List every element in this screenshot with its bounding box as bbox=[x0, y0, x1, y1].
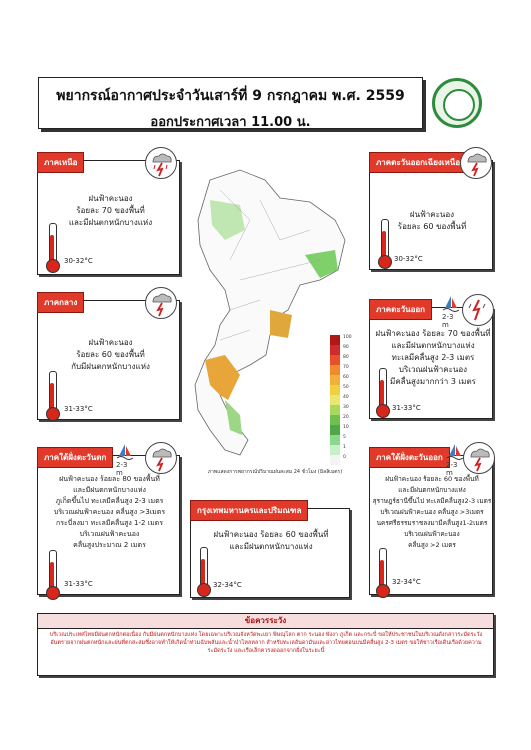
map-caption: ภาพแสดงการพยากรณ์ปริมาณฝนสะสม 24 ชั่วโมง (มิลลิเมตร) bbox=[207, 469, 343, 475]
temperature-unit: °C bbox=[84, 257, 93, 265]
forecast-line: และมีฝนตกหนักบางแห่ง bbox=[68, 218, 153, 227]
temperature-unit: °C bbox=[414, 255, 423, 263]
forecast-line: ฝนฟ้าคะนอง ร้อยละ 60 ของพื้นที่ bbox=[213, 530, 329, 539]
forecast-line: และมีฝนตกหนักบางแห่ง bbox=[229, 542, 313, 551]
forecast-line: คลื่นสูง >2 เมตร bbox=[408, 541, 456, 549]
legend-label: 1 bbox=[343, 445, 346, 450]
forecast-line: กระบี่ลงมา ทะเลมีคลื่นสูง 1-2 เมตร bbox=[56, 519, 163, 527]
panel-central bbox=[37, 300, 180, 420]
legend-label: 0 bbox=[343, 455, 346, 460]
legend-label: 70 bbox=[343, 365, 349, 370]
rain-legend bbox=[330, 335, 355, 465]
legend-label: 40 bbox=[343, 395, 349, 400]
legend-label: 90 bbox=[343, 345, 349, 350]
panel-northeast bbox=[369, 160, 493, 270]
boat-wave-icon bbox=[116, 442, 134, 477]
temperature-unit: °C bbox=[412, 578, 421, 586]
legend-label: 10 bbox=[343, 425, 349, 430]
legend-label: 5 bbox=[343, 435, 346, 440]
temperature-range: 31-33 bbox=[64, 580, 85, 588]
forecast-line: มีคลื่นสูงมากกว่า 3 เมตร bbox=[390, 377, 476, 386]
forecast-line: บริเวณฝนฟ้าคะนอง คลื่นสูง >3เมตร bbox=[53, 508, 166, 516]
forecast-line: สุราษฎร์ธานีขึ้นไป ทะเลมีคลื่นสูง2-3 เมตร bbox=[372, 497, 492, 505]
forecast-line: นครศรีธรรมราชลงมามีคลื่นสูง1-2เมตร bbox=[376, 519, 488, 527]
panel-north bbox=[37, 160, 180, 275]
forecast-line: บริเวณฝนฟ้าคะนอง bbox=[398, 365, 468, 374]
forecast-line: ทะเลมีคลื่นสูง 2-3 เมตร bbox=[391, 353, 475, 362]
temperature-range: 30-32 bbox=[64, 257, 85, 265]
region-name: ภาคตะวันออก bbox=[369, 299, 432, 320]
temperature-unit: °C bbox=[412, 404, 421, 412]
forecast-line: ร้อยละ 60 ของพื้นที่ bbox=[76, 350, 145, 359]
thermometer-icon bbox=[378, 219, 390, 267]
wave-height: 2-3 m bbox=[446, 461, 458, 477]
temperature-range: 31-33 bbox=[392, 404, 413, 412]
region-name: ภาคกลาง bbox=[37, 292, 84, 313]
forecast-line: ร้อยละ 60 ของพื้นที่ bbox=[397, 222, 467, 231]
thermometer-icon bbox=[376, 368, 388, 416]
page-title: พยากรณ์อากาศประจำวันเสาร์ที่ 9 กรกฎาคม พ.ศ. 2559 bbox=[56, 88, 405, 104]
forecast-line: และมีฝนตกหนักบางแห่ง bbox=[391, 341, 475, 350]
panel-bangkok bbox=[190, 508, 350, 598]
legend-label: 30 bbox=[343, 405, 349, 410]
temperature-unit: °C bbox=[233, 581, 242, 589]
region-name: ภาคใต้ฝั่งตะวันตก bbox=[37, 447, 113, 468]
temperature-unit: °C bbox=[84, 405, 93, 413]
warning-box bbox=[37, 613, 494, 676]
forecast-line: ฝนฟ้าคะนอง ร้อยละ 70 ของพื้นที่ bbox=[375, 329, 491, 338]
panel-south-east bbox=[369, 455, 493, 595]
region-name: ภาคเหนือ bbox=[37, 152, 84, 173]
legend-label: 100 bbox=[343, 335, 352, 340]
thermometer-icon bbox=[376, 548, 388, 596]
wave-height: 2-3 m bbox=[116, 461, 128, 477]
thermometer-icon bbox=[46, 223, 58, 271]
forecast-line: และมีฝนตกหนักบางแห่ง bbox=[398, 486, 466, 494]
forecast-line: บริเวณฝนฟ้าคะนอง bbox=[79, 530, 140, 538]
warning-body: บริเวณประเทศไทยมีฝนตกหนักต่อเนื่อง กับมีฝนตกหนักบางแห่ง โดยเฉพาะบริเวณจังหวัดพะเยา พิษณุโลก ตาก ระนอง พังงา ภูเก็ต และกระบี่ ขอให้ประชาชนในบริเวณดังกล่าวระมัดระวังอันตรายจากฝนตกหนักและฝนที่ตกสะสมซึ่งอาจทำให้เกิดน้ำท่วมฉับพลันและน้ำป่าไหลหลาก สำหรับทะเลอันดามันและอ่าวไทยตอนบนมีคลื่นสูง 2-3 เมตร ขอให้ชาวเรือเดินเรือด้วยความระมัดระวัง และเรือเล็กควรงดออกจากฝั่งในระยะนี้ bbox=[49, 632, 483, 654]
seal-emblem-icon bbox=[443, 89, 475, 121]
legend-label: 60 bbox=[343, 375, 349, 380]
forecast-line: บริเวณฝนฟ้าคะนอง คลื่นสูง >3เมตร bbox=[380, 508, 484, 516]
thermometer-icon bbox=[197, 547, 209, 595]
region-name: กรุงเทพมหานครและปริมณฑล bbox=[190, 500, 308, 521]
forecast-line: ฝนฟ้าคะนอง bbox=[88, 194, 133, 203]
legend-label: 20 bbox=[343, 415, 349, 420]
region-name: ภาคตะวันออกเฉียงเหนือ bbox=[369, 152, 467, 173]
forecast-line: ฝนฟ้าคะนอง ร้อยละ 80 ของพื้นที่ bbox=[59, 475, 160, 483]
thunderstorm-icon bbox=[145, 147, 177, 179]
thunderstorm-icon bbox=[463, 442, 495, 474]
forecast-line: และมีฝนตกหนักบางแห่ง bbox=[73, 486, 146, 494]
boat-wave-icon bbox=[446, 442, 464, 477]
boat-wave-icon bbox=[442, 294, 460, 329]
thermometer-icon bbox=[46, 550, 58, 598]
thunderstorm-icon bbox=[462, 294, 494, 326]
issue-time: ออกประกาศเวลา 11.00 น. bbox=[150, 115, 311, 130]
legend-label: 50 bbox=[343, 385, 349, 390]
forecast-line: ภูเก็ตขึ้นไป ทะเลมีคลื่นสูง 2-3 เมตร bbox=[55, 497, 164, 505]
forecast-line: ฝนฟ้าคะนอง ร้อยละ 60 ของพื้นที่ bbox=[385, 475, 479, 483]
title-box bbox=[38, 77, 423, 129]
forecast-line: กับมีฝนตกหนักบางแห่ง bbox=[71, 362, 150, 371]
temperature-range: 30-32 bbox=[394, 255, 415, 263]
forecast-line: ร้อยละ 70 ของพื้นที่ bbox=[76, 206, 145, 215]
thermometer-icon bbox=[46, 371, 58, 419]
thunderstorm-icon bbox=[145, 287, 177, 319]
forecast-line: ฝนฟ้าคะนอง bbox=[409, 210, 455, 219]
region-name: ภาคใต้ฝั่งตะวันออก bbox=[369, 447, 450, 468]
temperature-range: 32-34 bbox=[213, 581, 234, 589]
forecast-line: บริเวณฝนฟ้าคะนอง bbox=[404, 530, 460, 538]
department-seal bbox=[432, 78, 482, 128]
map-rain-east bbox=[270, 310, 292, 338]
temperature-unit: °C bbox=[84, 580, 93, 588]
panel-east bbox=[369, 307, 493, 419]
panel-south-west bbox=[37, 455, 180, 595]
forecast-line: ฝนฟ้าคะนอง bbox=[88, 338, 133, 347]
wave-height: 2-3 m bbox=[442, 313, 454, 329]
forecast-line: คลื่นสูงประมาณ 2 เมตร bbox=[73, 541, 146, 549]
thunderstorm-icon bbox=[460, 147, 492, 179]
warning-title: ข้อควรระวัง bbox=[38, 614, 493, 629]
temperature-range: 32-34 bbox=[392, 578, 413, 586]
legend-label: 80 bbox=[343, 355, 349, 360]
thunderstorm-icon bbox=[145, 442, 177, 474]
temperature-range: 31-33 bbox=[64, 405, 85, 413]
